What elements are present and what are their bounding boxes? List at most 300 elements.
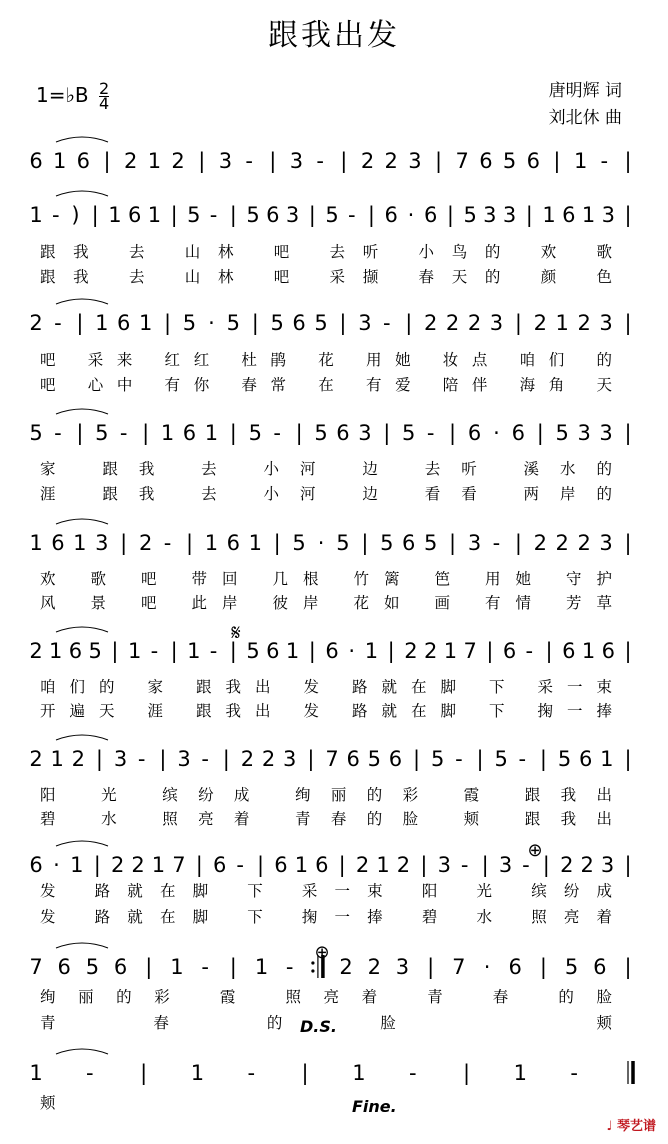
note: 6 [226, 531, 241, 555]
note: - [383, 311, 391, 335]
note: 6 [479, 149, 493, 173]
note: 6 [402, 531, 416, 555]
note: · [483, 955, 491, 979]
note: 1 [52, 149, 67, 173]
note: 2 [360, 149, 375, 173]
note: 3 [113, 747, 128, 771]
note: 7 [463, 639, 477, 663]
note: | [539, 955, 547, 979]
note: 2 [404, 639, 418, 663]
note: - [316, 149, 324, 173]
note: 1 [204, 531, 219, 555]
note: 7 [452, 955, 466, 979]
note: | [95, 747, 103, 771]
note: 1 [248, 531, 262, 555]
coda-icon: ⊕ [527, 840, 543, 861]
note: | [463, 1061, 471, 1085]
note: | [185, 531, 194, 555]
note: 6 [601, 639, 615, 663]
time-top: 2 [99, 79, 110, 98]
note: 6 [68, 639, 83, 663]
note: 1 [147, 203, 162, 227]
note: 1 [95, 311, 109, 335]
note: | [170, 639, 178, 663]
note: | [93, 853, 101, 877]
note: 1 [29, 1061, 43, 1085]
note: 6 [29, 149, 43, 173]
note: | [449, 421, 457, 445]
note: 2 [138, 531, 153, 555]
lyric-line-2: 开遍天 涯 跟我出 发 路就在脚 下 掬一捧 [40, 702, 612, 720]
lyric-line-1: 欢 歌 吧 带回 几根 竹篱 笆 用她 守护 [40, 570, 612, 588]
note: - [245, 149, 253, 173]
note: | [624, 311, 632, 335]
lyric-line-1: 跟我 去 山林 吧 去听 小鸟的 欢 歌 [40, 243, 612, 261]
note: · [53, 853, 60, 877]
note: 3 [599, 531, 613, 555]
note: 3 [358, 421, 372, 445]
note: | [301, 1061, 309, 1085]
note: 1 [160, 421, 175, 445]
note: 7 [325, 747, 339, 771]
note: 1 [364, 639, 379, 663]
note: 1 [581, 639, 596, 663]
note: 6 [266, 639, 280, 663]
note: | [542, 853, 550, 877]
slur [56, 409, 108, 414]
slur [56, 943, 108, 948]
note: · [317, 531, 325, 555]
note: 6 [423, 203, 438, 227]
coda-icon: ⊕ [314, 942, 330, 963]
note: | [269, 149, 277, 173]
note: | [446, 203, 454, 227]
note: | [257, 853, 265, 877]
note: 5 [431, 747, 445, 771]
note: | [222, 747, 230, 771]
fine-mark: Fine. [352, 1097, 397, 1116]
note: · [407, 203, 415, 227]
note: 5 [494, 747, 508, 771]
lyric-line-1: 吧 采来 红红 杜鹃 花 用她 妆点 咱们 的 [40, 351, 612, 369]
note: 5 [270, 311, 284, 335]
note: 5 [187, 203, 201, 227]
note: 6 [562, 203, 576, 227]
note: 1 [29, 203, 43, 227]
note: | [420, 853, 428, 877]
note: | [624, 955, 632, 979]
note: 2 [577, 531, 591, 555]
note: 5 [314, 311, 328, 335]
note: 5 [292, 531, 306, 555]
note: | [624, 747, 632, 771]
note: 3 [498, 853, 513, 877]
slur [56, 1049, 108, 1054]
note: 5 [402, 421, 416, 445]
note: 5 [557, 747, 572, 771]
note: 5 [95, 421, 109, 445]
note: 3 [285, 203, 300, 227]
note: | [198, 149, 206, 173]
note: 6 [51, 531, 65, 555]
note: 3 [599, 421, 613, 445]
note: - [236, 853, 244, 877]
lyric-line-2: 涯 跟我 去 小河 边 看看 两岸的 [40, 485, 612, 503]
note: 2 [577, 311, 591, 335]
note: 5 [246, 639, 260, 663]
note: 2 [396, 853, 411, 877]
note: 6 [388, 747, 403, 771]
note: 3 [489, 311, 504, 335]
note: 6 [274, 853, 288, 877]
site-logo [606, 1115, 656, 1134]
note: | [308, 639, 316, 663]
note: | [140, 1061, 148, 1085]
note: 2 [171, 149, 185, 173]
note: 2 [555, 531, 569, 555]
note: - [492, 531, 501, 555]
note: 6 [127, 203, 142, 227]
note: - [426, 421, 435, 445]
note: | [338, 853, 346, 877]
note: | [427, 955, 435, 979]
note: 5 [555, 421, 569, 445]
note: 6 [562, 639, 576, 663]
note: 1 [443, 639, 458, 663]
note: 6 [57, 955, 71, 979]
note: - [247, 1061, 256, 1085]
note: | [340, 149, 348, 173]
note: | [229, 639, 237, 663]
note: 1 [127, 639, 142, 663]
note: | [308, 203, 316, 227]
note: · [348, 639, 356, 663]
note: | [539, 747, 547, 771]
note: 6 [117, 311, 131, 335]
note: 5 [314, 421, 328, 445]
note: 3 [483, 203, 497, 227]
note: - [408, 1061, 417, 1085]
ds-mark: D.S. [300, 1017, 337, 1036]
note: 6 [76, 149, 91, 173]
note: - [518, 747, 527, 771]
note: 3 [502, 203, 517, 227]
note: | [413, 747, 421, 771]
note: 3 [467, 531, 482, 555]
note: | [449, 531, 457, 555]
note: 5 [246, 203, 260, 227]
logo-text: 琴艺谱 [616, 1119, 656, 1134]
note: - [54, 421, 62, 445]
note: | [624, 639, 632, 663]
note: 2 [560, 853, 574, 877]
note: 2 [533, 311, 547, 335]
slur [56, 137, 108, 142]
note: 1 [49, 639, 63, 663]
note: | [195, 853, 203, 877]
slur [56, 519, 108, 524]
note: 6 [315, 853, 329, 877]
note: 3 [577, 421, 591, 445]
note: 5 [423, 531, 438, 555]
note: 1 [555, 311, 569, 335]
note: | [536, 421, 544, 445]
note: | [159, 747, 167, 771]
note: 3 [408, 149, 422, 173]
logo-icon: ♩ [606, 1119, 613, 1134]
note: 5 [29, 421, 43, 445]
segno-icon: 𝄋 [231, 621, 241, 646]
note: 2 [124, 149, 138, 173]
note: | [481, 853, 489, 877]
note: 3 [600, 853, 615, 877]
note: 5 [502, 149, 517, 173]
note: 2 [29, 639, 43, 663]
note: 3 [395, 955, 410, 979]
time-bottom: 4 [99, 94, 110, 113]
note: 3 [358, 311, 372, 335]
note: | [339, 311, 347, 335]
note: | [405, 311, 413, 335]
note: 1 [138, 311, 153, 335]
note: 1 [542, 203, 556, 227]
note: 3 [95, 531, 109, 555]
note: 6 [336, 421, 350, 445]
note: 3 [218, 149, 233, 173]
key-label: 1=♭B [36, 83, 89, 107]
lyric-line-1: 发 路就在脚 下 采一束 阳 光 缤纷成 [40, 882, 613, 900]
note: | [170, 203, 178, 227]
note: 2 [423, 639, 438, 663]
note: - [209, 639, 218, 663]
lyric-line-2: 吧 心中 有你 春常 在 有爱 陪伴 海角 天 [40, 376, 612, 394]
note: - [273, 421, 281, 445]
note: | [145, 955, 153, 979]
note: 6 [508, 955, 522, 979]
note: 5 [88, 639, 102, 663]
note: - [600, 149, 609, 173]
note: | [553, 149, 561, 173]
note: 7 [29, 955, 43, 979]
note: 2 [423, 311, 438, 335]
lyric-line-2: 碧 水 照亮着 青春的脸 颊 跟我出 [40, 810, 612, 828]
note: | [229, 955, 237, 979]
note: | [76, 421, 84, 445]
note: | [545, 639, 553, 663]
note: 2 [533, 531, 547, 555]
note: 3 [601, 203, 615, 227]
song-title: 跟我出发 [268, 18, 400, 53]
note: 7 [172, 853, 186, 877]
note: 2 [29, 311, 43, 335]
note: - [525, 639, 534, 663]
lyric-line-2: 青春的脸 颊 [40, 1014, 612, 1032]
note: 1 [170, 955, 184, 979]
note: 6 [213, 853, 227, 877]
note: 6 [593, 955, 607, 979]
note: · [493, 421, 500, 445]
note: 6 [502, 639, 517, 663]
note: 1 [187, 639, 201, 663]
note: | [229, 203, 237, 227]
note: | [525, 203, 533, 227]
note: | [383, 421, 391, 445]
note: | [514, 531, 522, 555]
note: 6 [511, 421, 526, 445]
note: 1 [573, 149, 588, 173]
note: 1 [600, 747, 614, 771]
lyric-line-1: 咱们的 家 跟我出 发 路就在脚 下 采一束 [40, 678, 612, 696]
note: - [86, 1061, 94, 1085]
note: | [476, 747, 484, 771]
note: 6 [526, 149, 540, 173]
note: 1 [204, 421, 219, 445]
note: | [91, 203, 99, 227]
note: 6 [346, 747, 360, 771]
note: 3 [437, 853, 451, 877]
note: | [229, 421, 237, 445]
lyricist: 唐明辉 词 [548, 81, 622, 101]
note: 3 [599, 311, 613, 335]
note: - [285, 955, 294, 979]
note: | [367, 203, 376, 227]
lyric-line-2: 跟我 去 山林 吧 采撷 春天的 颜 色 [40, 268, 612, 286]
note: | [164, 311, 172, 335]
note: 6 [467, 421, 482, 445]
note: 1 [513, 1061, 528, 1085]
note: 6 [384, 203, 398, 227]
note: 5 [325, 203, 339, 227]
note: 2 [131, 853, 145, 877]
note: 5 [367, 747, 381, 771]
slur [56, 841, 108, 846]
note: 1 [254, 955, 269, 979]
note: 3 [289, 149, 304, 173]
note: 2 [355, 853, 370, 877]
note: 5 [226, 311, 241, 335]
note: | [295, 421, 303, 445]
slur [56, 627, 108, 632]
slur [56, 735, 108, 740]
note: 7 [455, 149, 469, 173]
lyric-line-1: 家 跟我 去 小河 边 去听 溪水的 [40, 460, 612, 478]
note: - [150, 639, 159, 663]
note: | [273, 531, 281, 555]
note: | [624, 531, 632, 555]
note: 2 [29, 747, 43, 771]
note: | [111, 639, 119, 663]
note: 3 [283, 747, 297, 771]
note: | [624, 421, 632, 445]
note: 6 [29, 853, 43, 877]
lyric-line-2: 发 路就在脚 下 掬一捧 碧 水 照亮着 [40, 908, 613, 926]
note: | [142, 421, 150, 445]
note: | [361, 531, 369, 555]
note: 5 [182, 311, 197, 335]
note: - [455, 747, 463, 771]
note: - [209, 203, 218, 227]
note: 1 [70, 853, 84, 877]
note: | [514, 311, 522, 335]
note: 6 [266, 203, 280, 227]
note: 5 [463, 203, 477, 227]
note: - [347, 203, 356, 227]
note: 1 [108, 203, 122, 227]
note: 2 [339, 955, 353, 979]
note: | [624, 203, 632, 227]
composer: 刘北休 曲 [548, 108, 622, 128]
lyric-line-1: 绚丽的彩 霞 照亮着 青 春 的脸 [40, 988, 612, 1006]
note: - [460, 853, 469, 877]
note: | [76, 311, 84, 335]
note: 6 [182, 421, 197, 445]
note: 1 [29, 531, 43, 555]
note: 5 [248, 421, 262, 445]
note: 1 [581, 203, 596, 227]
note: 2 [384, 149, 398, 173]
note: 3 [177, 747, 191, 771]
note: 1 [294, 853, 309, 877]
note: 1 [73, 531, 87, 555]
note: · [208, 311, 215, 335]
note: 2 [240, 747, 255, 771]
note: | [624, 853, 632, 877]
note: - [119, 421, 128, 445]
lyric-line-1: 阳 光 缤纷成 绚丽的彩 霞 跟我出 [40, 786, 612, 804]
slur [56, 299, 108, 304]
note: 5 [380, 531, 394, 555]
note: - [163, 531, 172, 555]
note: 2 [467, 311, 482, 335]
note: | [624, 149, 632, 173]
note: 1 [147, 149, 162, 173]
note: 5 [564, 955, 579, 979]
note: 2 [110, 853, 125, 877]
note: | [120, 531, 128, 555]
note: 2 [445, 311, 460, 335]
note: 1 [50, 747, 64, 771]
note: 2 [261, 747, 276, 771]
lyric-line-1: 颊 [40, 1094, 56, 1112]
note: - [201, 747, 209, 771]
note: 6 [292, 311, 306, 335]
note: - [201, 955, 209, 979]
note: 2 [580, 853, 594, 877]
note: 1 [352, 1061, 366, 1085]
note: | [387, 639, 395, 663]
note: ) [71, 203, 80, 227]
note: 2 [367, 955, 381, 979]
slur [56, 191, 108, 196]
note: 5 [336, 531, 350, 555]
note: - [54, 311, 62, 335]
note: | [307, 747, 315, 771]
repeat-dot [311, 969, 314, 972]
note: | [103, 149, 111, 173]
note: 2 [71, 747, 85, 771]
note: 5 [85, 955, 100, 979]
note: - [51, 203, 60, 227]
note: 1 [190, 1061, 205, 1085]
note: | [486, 639, 494, 663]
note: 1 [151, 853, 166, 877]
note: 6 [325, 639, 339, 663]
note: | [251, 311, 259, 335]
note: - [522, 853, 530, 877]
note: - [570, 1061, 578, 1085]
note: 6 [113, 955, 128, 979]
note: 1 [285, 639, 300, 663]
